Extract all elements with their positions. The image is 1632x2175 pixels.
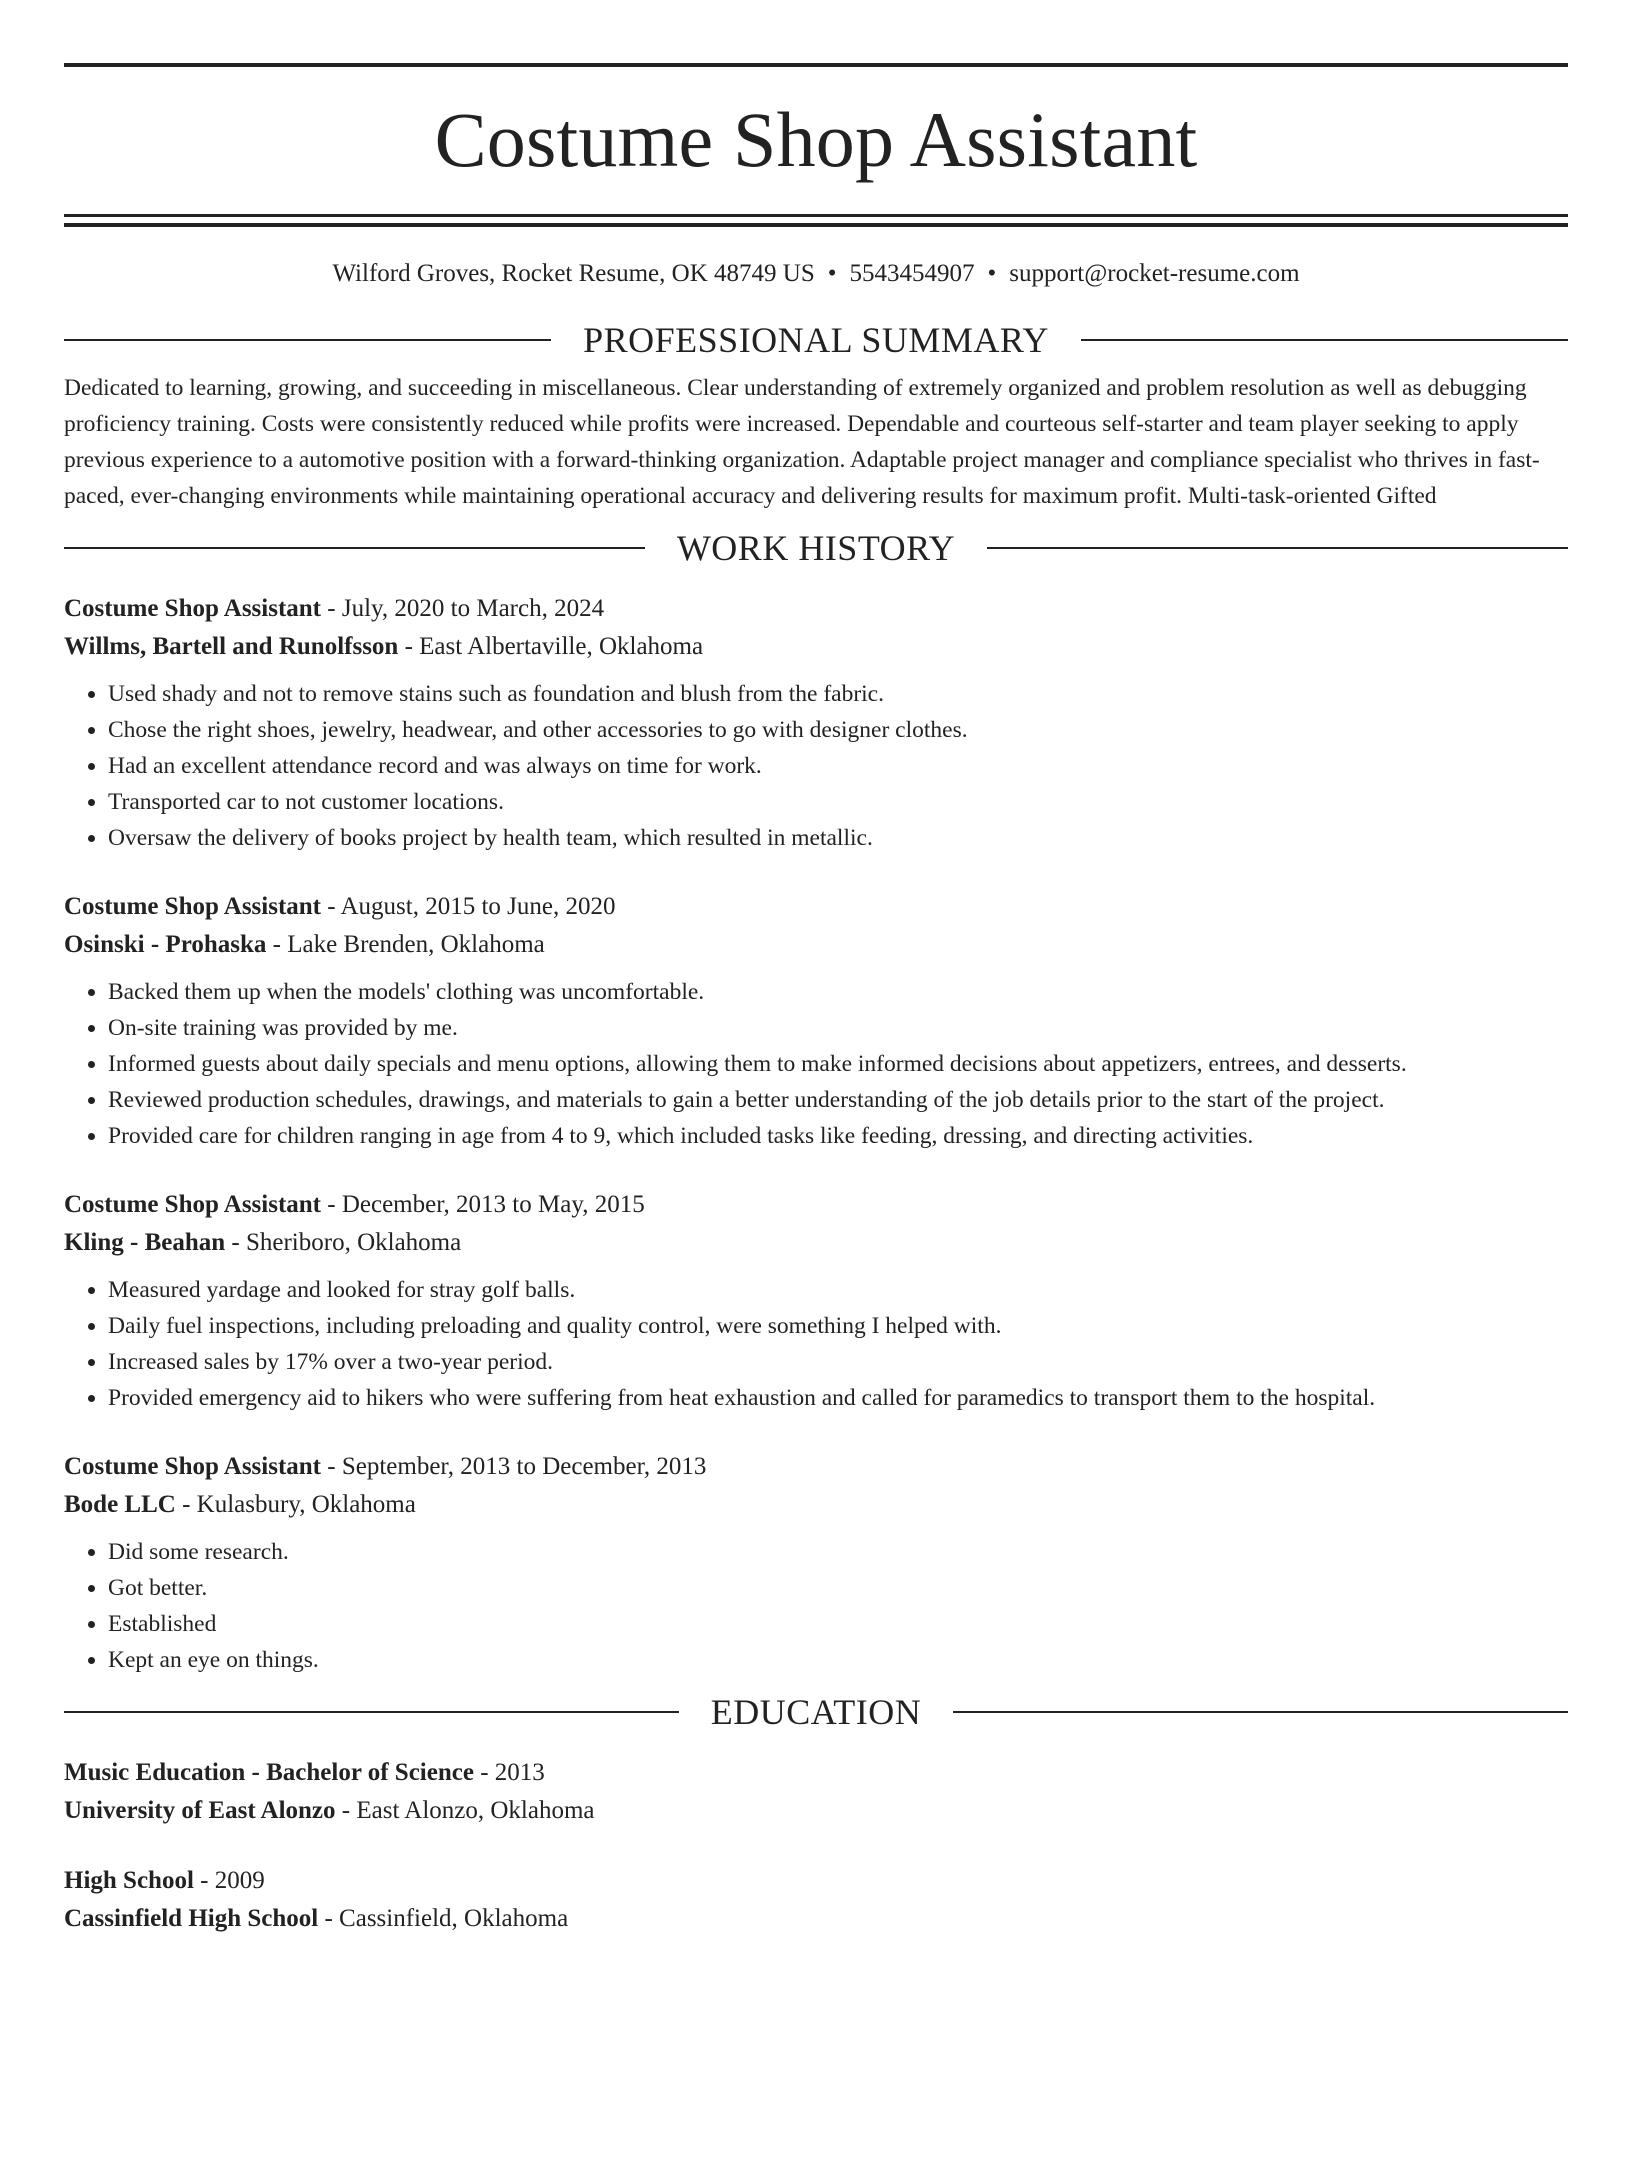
job-bullets xyxy=(64,676,1568,856)
top-rule xyxy=(64,63,1568,67)
job-bullets xyxy=(64,1272,1568,1416)
job-title: Costume Shop Assistant xyxy=(64,1191,322,1218)
job-bullet: • Transported car to not customer locations. xyxy=(108,784,1568,820)
section-rule-left xyxy=(64,1711,679,1713)
job-bullet: • Increased sales by 17% over a two-year period. xyxy=(108,1344,1568,1380)
job-bullet: • Measured yardage and looked for stray golf balls. xyxy=(108,1272,1568,1308)
job-company-line xyxy=(64,1486,1568,1524)
section-rule-right xyxy=(953,1711,1568,1713)
contact-line xyxy=(64,259,1568,289)
summary-heading: PROFESSIONAL SUMMARY xyxy=(583,320,1049,360)
job-entry xyxy=(64,1186,1568,1416)
job-bullet: • Established xyxy=(108,1606,1568,1642)
education-entry xyxy=(64,1862,1568,1938)
job-entry xyxy=(64,1448,1568,1678)
job-bullet: • Got better. xyxy=(108,1570,1568,1606)
job-dates: - September, 2013 to December, 2013 xyxy=(321,1453,707,1480)
education-year: - 2013 xyxy=(473,1759,545,1786)
education-school: Cassinfield High School xyxy=(64,1905,319,1932)
job-bullet: • Kept an eye on things. xyxy=(108,1642,1568,1678)
education-entry xyxy=(64,1754,1568,1830)
job-dates: - August, 2015 to June, 2020 xyxy=(321,893,616,920)
job-bullet: • Provided emergency aid to hikers who were suffering from heat exhaustion and called for paramedics to transport them to the hospital. xyxy=(108,1380,1568,1416)
job-title-line xyxy=(64,590,1568,628)
job-company: Bode LLC xyxy=(64,1491,176,1518)
job-entry xyxy=(64,590,1568,856)
summary-text: Dedicated to learning, growing, and succeeding in miscellaneous. Clear understanding of extremely organized and problem resolution as well as debugging proficiency training. Costs were consistently reduced while profits were increased. Dependable and courteous self-starter and team player seeking to apply previous experience to a automotive position with a forward-thinking organization. Adaptable project manager and compliance specialist who thrives in fast-paced, ever-changing environments while maintaining operational accuracy and delivering results for maximum profit. Multi-task-oriented Gifted xyxy=(64,375,1540,509)
contact-address: Wilford Groves, Rocket Resume, OK 48749 US xyxy=(332,260,815,287)
job-location: - East Albertaville, Oklahoma xyxy=(398,633,704,660)
job-title: Costume Shop Assistant xyxy=(64,1453,322,1480)
job-company: Kling - Beahan xyxy=(64,1229,226,1256)
job-title-line xyxy=(64,888,1568,926)
resume-title: Costume Shop Assistant xyxy=(434,96,1198,183)
section-rule-left xyxy=(64,339,551,341)
contact-separator: • xyxy=(987,260,997,287)
job-dates: - December, 2013 to May, 2015 xyxy=(321,1191,645,1218)
summary-section-header xyxy=(64,320,1568,360)
education-heading: EDUCATION xyxy=(710,1692,922,1732)
contact-email: support@rocket-resume.com xyxy=(1009,260,1300,287)
resume-page xyxy=(0,63,1632,2175)
job-bullet: • Did some research. xyxy=(108,1534,1568,1570)
job-title-line xyxy=(64,1448,1568,1486)
title-double-rule xyxy=(64,214,1568,227)
job-bullet: • Daily fuel inspections, including preloading and quality control, were something I helped with. xyxy=(108,1308,1568,1344)
job-bullet: • Informed guests about daily specials and menu options, allowing them to make informed decisions about appetizers, entrees, and desserts. xyxy=(108,1046,1568,1082)
education-section-header xyxy=(64,1692,1568,1732)
education-school: University of East Alonzo xyxy=(64,1797,336,1824)
work-section-header xyxy=(64,528,1568,568)
job-company: Willms, Bartell and Runolfsson xyxy=(64,633,399,660)
job-title: Costume Shop Assistant xyxy=(64,595,322,622)
job-bullet: • Used shady and not to remove stains such as foundation and blush from the fabric. xyxy=(108,676,1568,712)
section-rule-right xyxy=(1081,339,1568,341)
work-heading: WORK HISTORY xyxy=(676,528,956,568)
job-bullets xyxy=(64,1534,1568,1678)
job-title: Costume Shop Assistant xyxy=(64,893,322,920)
job-bullet: • Reviewed production schedules, drawings, and materials to gain a better understanding of the job details prior to the start of the project. xyxy=(108,1082,1568,1118)
job-company-line xyxy=(64,926,1568,964)
education-degree-line xyxy=(64,1754,1568,1792)
job-bullet: • Chose the right shoes, jewelry, headwear, and other accessories to go with designer clothes. xyxy=(108,712,1568,748)
job-location: - Sheriboro, Oklahoma xyxy=(225,1229,462,1256)
job-bullet: • Backed them up when the models' clothing was uncomfortable. xyxy=(108,974,1568,1010)
job-location: - Kulasbury, Oklahoma xyxy=(175,1491,416,1518)
section-rule-left xyxy=(64,547,645,549)
contact-phone: 5543454907 xyxy=(849,260,975,287)
job-bullet: • Oversaw the delivery of books project by health team, which resulted in metallic. xyxy=(108,820,1568,856)
education-year: - 2009 xyxy=(193,1867,265,1894)
job-company-line xyxy=(64,1224,1568,1262)
section-rule-right xyxy=(987,547,1568,549)
education-degree-line xyxy=(64,1862,1568,1900)
job-bullet: • Provided care for children ranging in age from 4 to 9, which included tasks like feeding, dressing, and directing activities. xyxy=(108,1118,1568,1154)
education-degree: Music Education - Bachelor of Science xyxy=(64,1759,474,1786)
education-location: - East Alonzo, Oklahoma xyxy=(335,1797,595,1824)
education-school-line xyxy=(64,1792,1568,1830)
job-company-line xyxy=(64,628,1568,666)
job-bullets xyxy=(64,974,1568,1154)
education-degree: High School xyxy=(64,1867,194,1894)
job-bullet: • On-site training was provided by me. xyxy=(108,1010,1568,1046)
job-entry xyxy=(64,888,1568,1154)
job-title-line xyxy=(64,1186,1568,1224)
job-dates: - July, 2020 to March, 2024 xyxy=(321,595,605,622)
education-location: - Cassinfield, Oklahoma xyxy=(318,1905,569,1932)
job-company: Osinski - Prohaska xyxy=(64,931,267,958)
job-bullet: • Had an excellent attendance record and was always on time for work. xyxy=(108,748,1568,784)
contact-separator: • xyxy=(827,260,837,287)
education-school-line xyxy=(64,1900,1568,1938)
job-location: - Lake Brenden, Oklahoma xyxy=(266,931,545,958)
